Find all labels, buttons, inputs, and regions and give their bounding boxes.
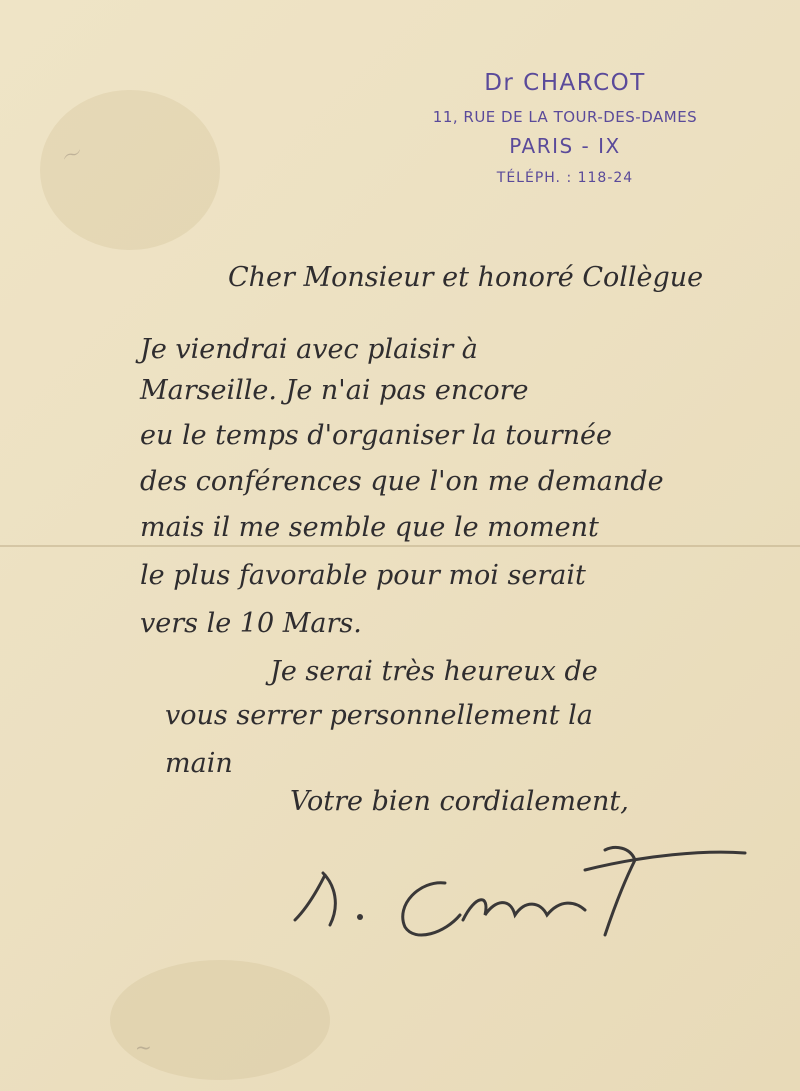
letterhead-city: PARIS - IX [509, 134, 621, 158]
body-line: le plus favorable pour moi serait [140, 560, 586, 591]
body-line: vers le 10 Mars. [140, 608, 362, 639]
letterhead-name: Dr CHARCOT [484, 70, 646, 96]
body-line: Je viendrai avec plaisir à [140, 334, 478, 365]
body-line: eu le temps d'organiser la tournée [140, 420, 612, 451]
faint-pencil-note: 〜 [56, 140, 85, 171]
paper-stain [110, 960, 330, 1080]
faint-pencil-note: ~ [135, 1035, 152, 1059]
closing: Votre bien cordialement, [290, 786, 629, 817]
body-line: mais il me semble que le moment [140, 512, 599, 543]
letterhead-phone: TÉLÉPH. : 118-24 [496, 170, 634, 186]
signature [285, 835, 755, 945]
body-line: main [165, 748, 233, 779]
body-line: Je serai très heureux de [270, 656, 598, 687]
letterhead-stamp [400, 70, 730, 186]
body-line: Marseille. Je n'ai pas encore [140, 375, 529, 406]
fold-line [0, 545, 800, 547]
salutation: Cher Monsieur et honoré Collègue [228, 262, 704, 293]
body-line: vous serrer personnellement la [165, 700, 593, 731]
body-line: des conférences que l'on me demande [140, 466, 664, 497]
letterhead-address: 11, RUE DE LA TOUR-DES-DAMES [432, 108, 698, 126]
